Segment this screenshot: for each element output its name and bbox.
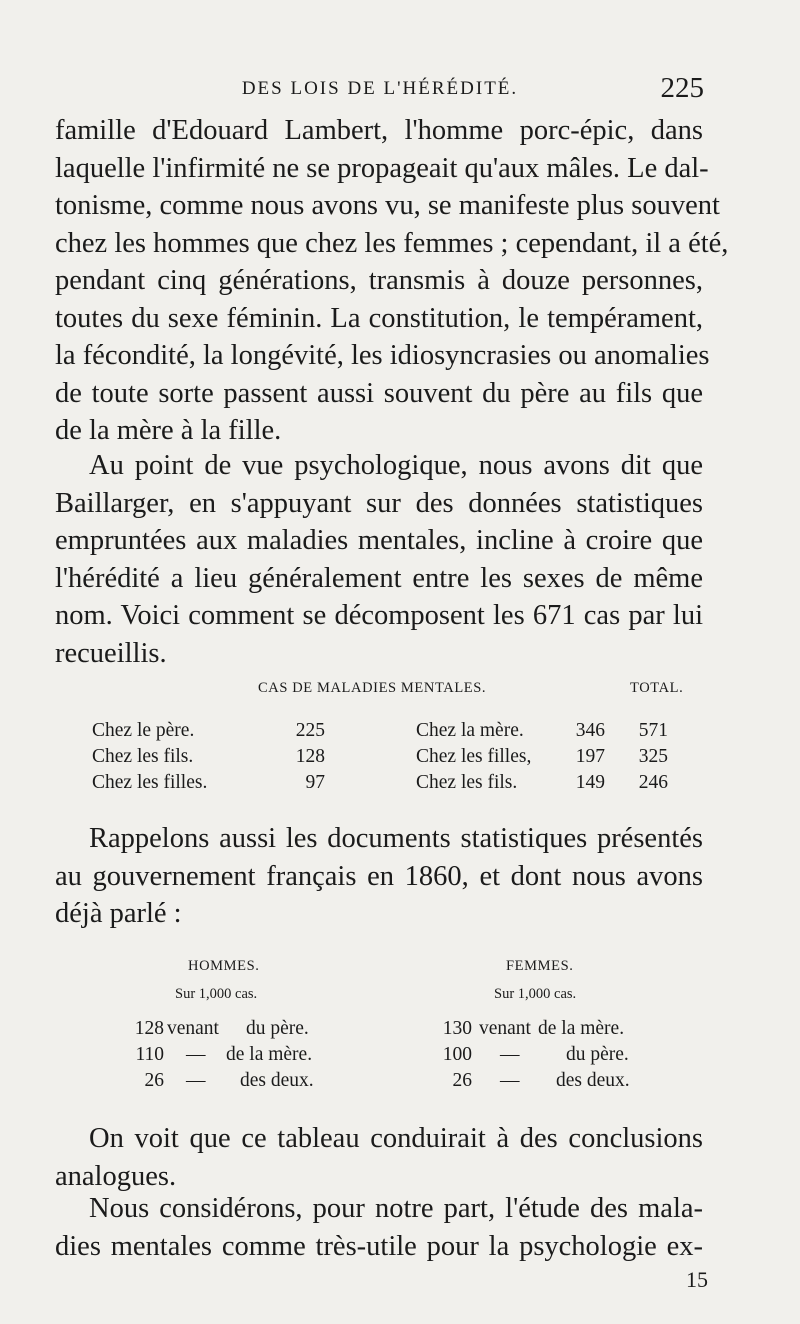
text-line: l'hérédité a lieu généralement entre les sexes de même (55, 562, 703, 594)
page-number: 225 (660, 72, 704, 104)
table-cell: Chez les filles, (416, 746, 532, 767)
text-line: tonisme, comme nous avons vu, se manifeste plus souvent (55, 190, 720, 221)
table-cell: — (500, 1070, 520, 1091)
text-line: laquelle l'infirmité ne se propageait qu'aux mâles. Le dal- (55, 152, 709, 184)
table-total-header: TOTAL. (630, 680, 684, 696)
paragraph-5 (55, 1190, 703, 1265)
running-head (56, 70, 704, 110)
table-cell: 26 (144, 1070, 164, 1091)
table-cell: de la mère. (538, 1018, 625, 1039)
men-subheader: Sur 1,000 cas. (175, 986, 258, 1002)
text-line: dies mentales comme très-utile pour la psychologie ex- (55, 1230, 703, 1262)
table-cell: Chez les filles. (92, 772, 208, 793)
text-line: famille d'Edouard Lambert, l'homme porc-épic, dans (55, 115, 703, 146)
text-line: Baillarger, en s'appuyant sur des données statistiques (55, 487, 703, 519)
signature-mark: 15 (686, 1267, 708, 1292)
text-line: empruntées aux maladies mentales, incline à croire que (55, 525, 703, 556)
paragraph-3 (55, 820, 703, 933)
table-cell: de la mère. (226, 1044, 313, 1065)
table-cell: 571 (638, 720, 668, 741)
running-title: DES LOIS DE L'HÉRÉDITÉ. (241, 78, 519, 99)
table-cell: 130 (442, 1018, 472, 1039)
table-cell: Chez les fils. (416, 772, 518, 793)
text-line: Rappelons aussi les documents statistiques présentés (89, 823, 703, 854)
table-cell: 225 (295, 720, 325, 741)
table-cell: 26 (452, 1070, 472, 1091)
table-cell: des deux. (240, 1070, 314, 1091)
text-line: toutes du sexe féminin. La constitution, le tempérament, (55, 302, 703, 334)
table-cell: — (500, 1044, 520, 1065)
table-cell: 128 (134, 1018, 164, 1039)
table-cell: venant (479, 1018, 531, 1039)
table-cell: venant (167, 1018, 219, 1039)
women-subheader: Sur 1,000 cas. (494, 986, 577, 1002)
table-cell: 246 (638, 772, 668, 793)
table-cell: 325 (638, 746, 668, 767)
text-line: chez les hommes que chez les femmes ; cependant, il a été, (55, 227, 729, 259)
table-cell: 97 (305, 772, 325, 793)
text-line: recueillis. (55, 637, 167, 669)
text-line: Au point de vue psychologique, nous avons dit que (89, 450, 703, 481)
text-line: de toute sorte passent aussi souvent du père au fils que (55, 377, 703, 409)
table-cell: Chez la mère. (416, 720, 524, 741)
text-line: analogues. (55, 1160, 177, 1192)
table-cell: — (186, 1044, 206, 1065)
text-line: Nous considérons, pour notre part, l'étude des mala- (89, 1193, 703, 1224)
text-line: pendant cinq générations, transmis à douze personnes, (55, 265, 703, 296)
men-header: HOMMES. (188, 958, 260, 974)
paragraph-1 (55, 112, 729, 450)
paragraph-2 (55, 447, 703, 672)
table-cell: 197 (575, 746, 605, 767)
table-cell: des deux. (556, 1070, 630, 1091)
table-cell: 346 (575, 720, 605, 741)
text-line: déjà parlé : (55, 898, 182, 929)
women-header: FEMMES. (506, 958, 574, 974)
table-cell: 128 (295, 746, 325, 767)
table-cell: 110 (135, 1044, 164, 1065)
text-line: On voit que ce tableau conduirait à des conclusions (89, 1123, 703, 1154)
table-cell: Chez les fils. (92, 746, 194, 767)
table-cell: du père. (566, 1044, 629, 1065)
table-cell: 100 (442, 1044, 472, 1065)
paragraph-4 (55, 1120, 703, 1195)
table-cell: 149 (575, 772, 605, 793)
text-line: nom. Voici comment se décomposent les 671 cas par lui (55, 600, 703, 631)
text-line: la fécondité, la longévité, les idiosyncrasies ou anomalies (55, 340, 710, 371)
table-caption: CAS DE MALADIES MENTALES. (258, 680, 487, 696)
table-cell: Chez le père. (92, 720, 195, 741)
table-cell: du père. (246, 1018, 309, 1039)
text-line: au gouvernement français en 1860, et dont nous avons (55, 860, 703, 892)
table-cell: — (186, 1070, 206, 1091)
text-line: de la mère à la fille. (55, 415, 282, 446)
